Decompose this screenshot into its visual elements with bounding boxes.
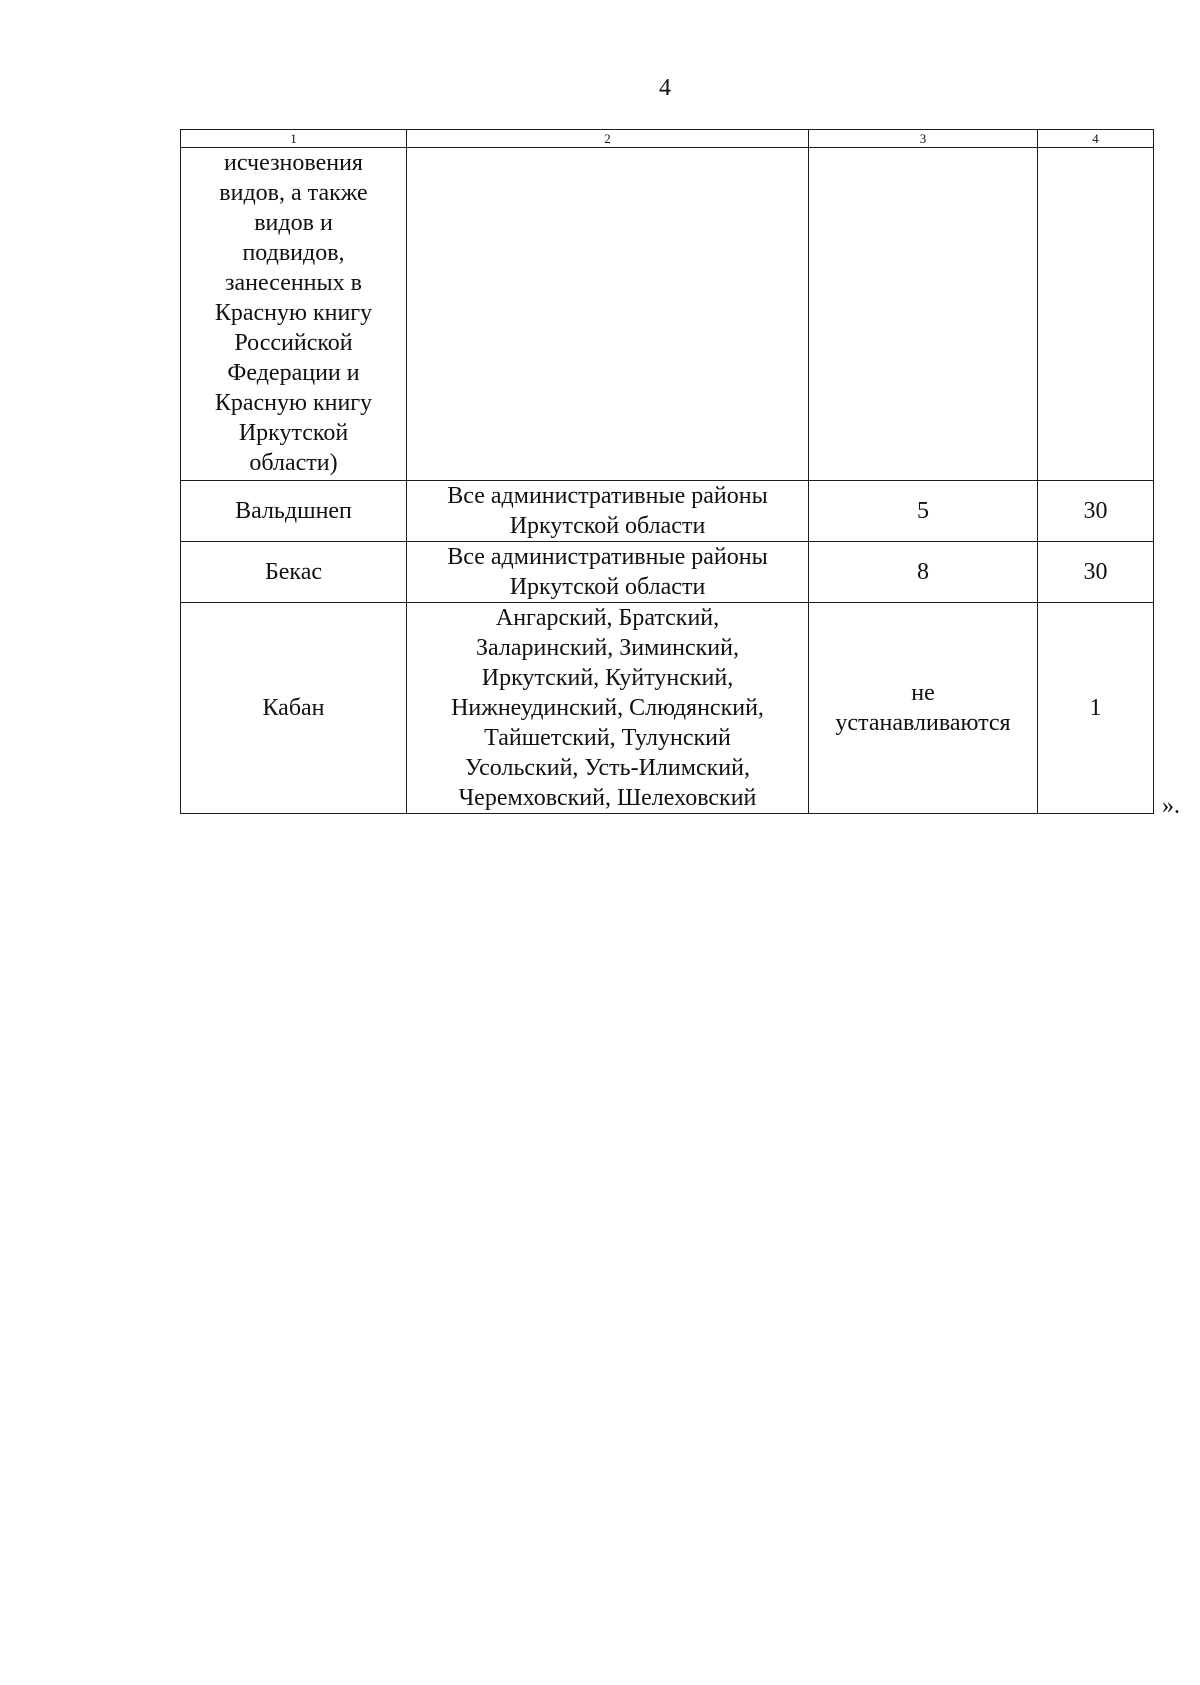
cell-line: подвидов,: [242, 240, 345, 266]
page-number: 4: [659, 75, 671, 101]
cell-line: Федерации и: [227, 360, 360, 386]
table-row: [181, 481, 1154, 542]
table-cell-col4: [1038, 148, 1154, 481]
cell-line: Красную книгу: [214, 300, 373, 326]
column-number-1: 1: [181, 130, 407, 148]
table-cell-regions: [407, 481, 809, 542]
cell-line: Тайшетский, Тулунский: [484, 725, 731, 751]
table-row: [181, 603, 1154, 814]
table-cell-species: Бекас: [181, 542, 407, 603]
table-cell-col4: 30: [1038, 542, 1154, 603]
table-row: [181, 148, 1154, 481]
table-cell-col4: 30: [1038, 481, 1154, 542]
document-table: [180, 129, 1154, 814]
table-cell-species: Вальдшнеп: [181, 481, 407, 542]
cell-line: видов и: [254, 210, 333, 236]
table-cell-col3: 8: [809, 542, 1038, 603]
cell-line: не: [911, 680, 935, 706]
table-cell-col3: [809, 603, 1038, 814]
cell-line: Иркутский, Куйтунский,: [481, 665, 734, 691]
cell-line: Нижнеудинский, Слюдянский,: [451, 695, 764, 721]
cell-line: видов, а также: [219, 180, 368, 206]
cell-line: Все административные районы: [447, 483, 768, 509]
table-cell-col4: 1: [1038, 603, 1154, 814]
cell-line: устанавливаются: [835, 710, 1011, 736]
table-cell-regions: [407, 603, 809, 814]
table-header-row: [181, 130, 1154, 148]
cell-line: области): [249, 450, 338, 476]
table-cell-regions: [407, 148, 809, 481]
cell-line: Все административные районы: [447, 544, 768, 570]
table-row: [181, 542, 1154, 603]
cell-line: исчезновения: [224, 150, 363, 176]
cell-line: Черемховский, Шелеховский: [458, 785, 757, 811]
column-number-4: 4: [1038, 130, 1154, 148]
closing-quote: ».: [1162, 793, 1180, 819]
cell-line: занесенных в: [225, 270, 362, 296]
cell-line: Заларинский, Зиминский,: [476, 635, 739, 661]
column-number-2: 2: [407, 130, 809, 148]
table-cell-col3: 5: [809, 481, 1038, 542]
cell-line: Иркутской области: [509, 574, 706, 600]
cell-line: Усольский, Усть-Илимский,: [465, 755, 750, 781]
cell-line: Красную книгу: [214, 390, 373, 416]
table-cell-regions: [407, 542, 809, 603]
column-number-3: 3: [809, 130, 1038, 148]
table-cell-species: Кабан: [181, 603, 407, 814]
cell-line: Российской: [234, 330, 353, 356]
cell-line: Иркутской области: [509, 513, 706, 539]
cell-line: Иркутской: [238, 420, 349, 446]
document-table-container: [180, 129, 1153, 814]
table-cell-col3: [809, 148, 1038, 481]
table-cell-species: [181, 148, 407, 481]
cell-line: Ангарский, Братский,: [495, 605, 720, 631]
